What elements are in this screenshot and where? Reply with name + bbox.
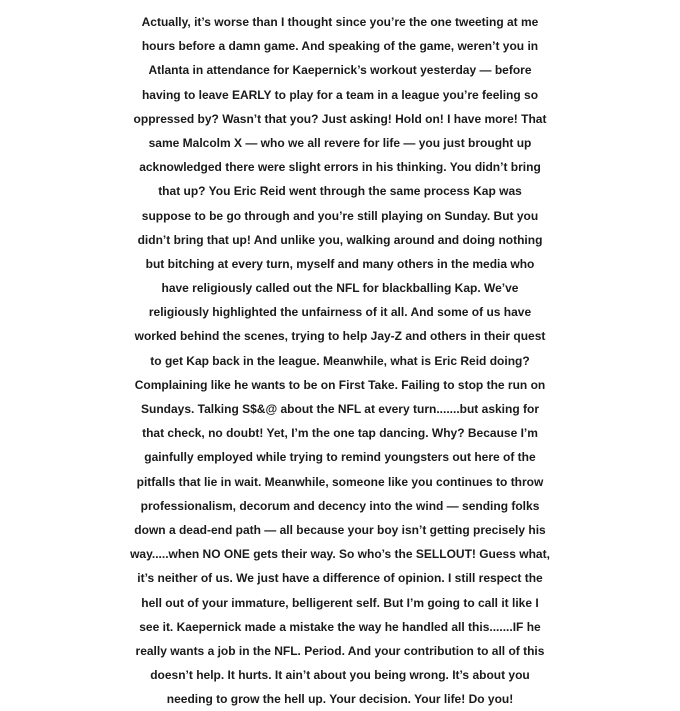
statement-line: needing to grow the hell up. Your decision. Your life! Do you! xyxy=(166,692,514,707)
statement-line: same Malcolm X — who we all revere for life — you just brought up xyxy=(148,135,532,150)
statement-line: didn’t bring that up! And unlike you, walking around and doing nothing xyxy=(137,232,543,247)
statement-line: religiously highlighted the unfairness of it all. And some of us have xyxy=(148,305,532,320)
statement-line: oppressed by? Wasn’t that you? Just asking! Hold on! I have more! That xyxy=(133,111,547,126)
statement-line: gainfully employed while trying to remind youngsters out here of the xyxy=(144,450,536,465)
statement-line: worked behind the scenes, trying to help Jay-Z and others in their quest xyxy=(134,329,546,344)
statement-line: pitfalls that lie in wait. Meanwhile, someone like you continues to throw xyxy=(136,474,544,489)
statement-line: that up? You Eric Reid went through the same process Kap was xyxy=(158,184,522,199)
statement-line: it’s neither of us. We just have a difference of opinion. I still respect the xyxy=(137,571,543,586)
statement-text-block xyxy=(0,10,680,711)
statement-line: really wants a job in the NFL. Period. And your contribution to all of this xyxy=(135,643,545,658)
statement-line: but bitching at every turn, myself and many others in the media who xyxy=(145,256,535,271)
statement-line: Actually, it’s worse than I thought since you’re the one tweeting at me xyxy=(141,15,539,29)
statement-line: Atlanta in attendance for Kaepernick’s workout yesterday — before xyxy=(148,63,532,78)
statement-line: doesn’t help. It hurts. It ain’t about you being wrong. It’s about you xyxy=(150,668,530,683)
statement-line: that check, no doubt! Yet, I’m the one tap dancing. Why? Because I’m xyxy=(142,426,538,441)
statement-line: see it. Kaepernick made a mistake the way he handled all this.......IF he xyxy=(139,619,541,634)
statement-line: having to leave EARLY to play for a team in a league you’re feeling so xyxy=(141,87,539,102)
statement-line: Complaining like he wants to be on First Take. Failing to stop the run on xyxy=(134,377,546,392)
statement-line: down a dead-end path — all because your boy isn’t getting precisely his xyxy=(134,522,546,537)
statement-line: acknowledged there were slight errors in his thinking. You didn’t bring xyxy=(139,160,541,175)
statement-line: professionalism, decorum and decency into the wind — sending folks xyxy=(140,498,540,513)
statement-line: hell out of your immature, belligerent self. But I’m going to call it like I xyxy=(141,595,539,610)
statement-line: way.....when NO ONE gets their way. So who’s the SELLOUT! Guess what, xyxy=(130,547,550,562)
statement-line: hours before a damn game. And speaking of the game, weren’t you in xyxy=(141,39,539,54)
statement-line: Sundays. Talking S$&@ about the NFL at every turn.......but asking for xyxy=(141,402,539,416)
statement-line: have religiously called out the NFL for blackballing Kap. We’ve xyxy=(161,281,519,296)
statement-line: suppose to be go through and you’re still playing on Sunday. But you xyxy=(141,208,539,223)
statement-line: to get Kap back in the league. Meanwhile, what is Eric Reid doing? xyxy=(150,353,530,368)
